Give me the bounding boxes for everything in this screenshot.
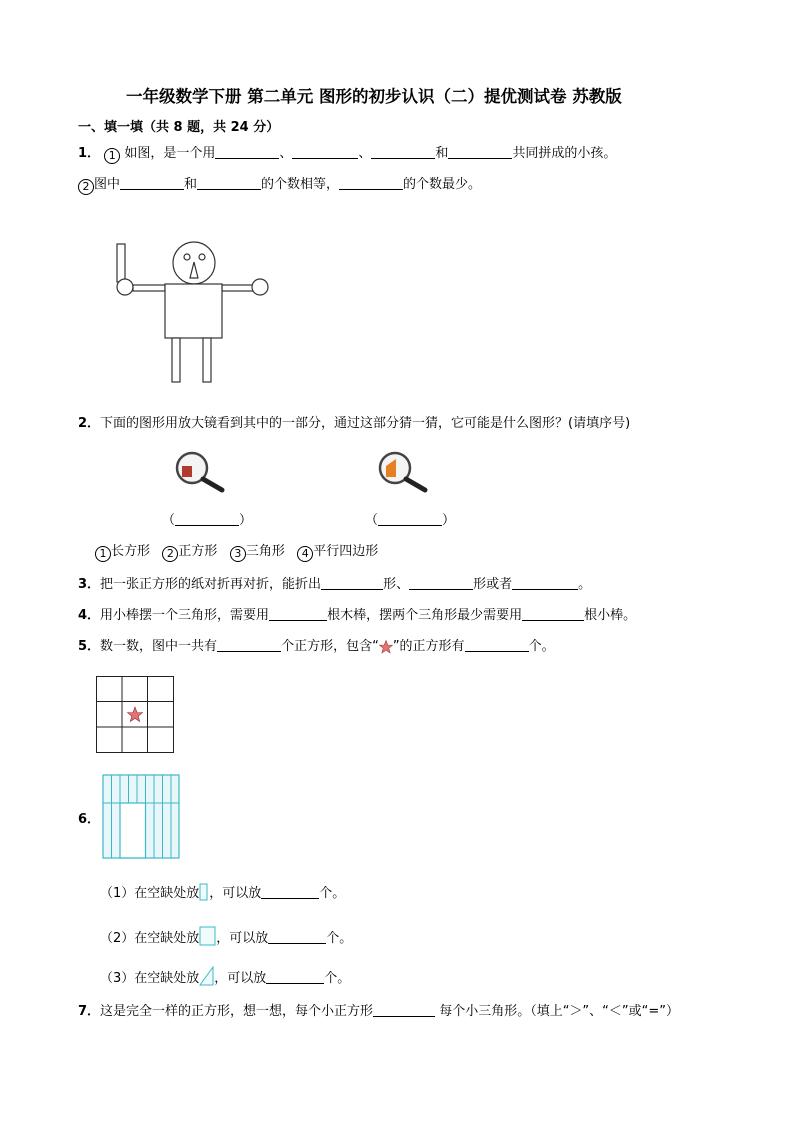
question-text: ”的正方形有: [392, 639, 465, 654]
question-number: 6．: [78, 812, 101, 827]
question-text: （2）在空缺处放: [100, 931, 200, 946]
question-text: 。: [578, 577, 592, 592]
answer-blank[interactable]: [522, 608, 584, 621]
question-text: 用小棒摆一个三角形，需要用: [100, 608, 270, 623]
answer-blank[interactable]: [215, 146, 279, 159]
left-eye-circle: [184, 254, 190, 260]
question-number: 4．: [78, 608, 101, 623]
answer-blank[interactable]: [339, 177, 403, 190]
circled-number: 3: [230, 546, 246, 562]
question-1-line-2: [78, 177, 481, 195]
option-label: 平行四边形: [313, 544, 379, 559]
question-text: 个。: [319, 886, 346, 901]
question-text: 共同拼成的小孩。: [512, 146, 617, 161]
question-3: [78, 577, 591, 593]
body-rectangle: [165, 284, 222, 338]
left-leg-rectangle: [172, 338, 180, 382]
conjunction: 和: [184, 177, 198, 192]
question-6-item-1: [100, 883, 345, 902]
star-icon: [379, 640, 393, 654]
question-text: ，可以放: [214, 971, 267, 986]
right-hand-circle: [252, 279, 268, 295]
paren-close: ）: [239, 513, 253, 528]
answer-blank[interactable]: [269, 608, 327, 621]
option-label: 长方形: [111, 544, 151, 559]
magnifier-right-icon: [377, 450, 431, 494]
answer-blank[interactable]: [120, 177, 184, 190]
separator: 、: [358, 146, 372, 161]
square-grid-figure: [96, 676, 176, 756]
answer-blank[interactable]: [465, 639, 529, 652]
triangle-piece-icon: [199, 966, 214, 986]
magnifier-left-icon: [174, 450, 228, 494]
raised-hand-rectangle: [117, 244, 125, 282]
question-text: 个。: [528, 639, 555, 654]
question-text: 个。: [326, 931, 353, 946]
left-hand-circle: [117, 279, 133, 295]
empty-gap-area: [120, 803, 146, 858]
question-6-item-2: [100, 926, 352, 947]
circled-number: 4: [297, 546, 313, 562]
question-text: 把一张正方形的纸对折再对折，能折出: [100, 577, 322, 592]
question-text: 数一数，图中一共有: [100, 639, 218, 654]
circled-number: 1: [104, 148, 120, 164]
question-text: 每个小三角形。（填上“＞”、“＜”或“=”）: [435, 1004, 679, 1019]
question-6-number: [78, 812, 100, 828]
question-text: 个正方形，包含“: [281, 639, 379, 654]
separator: 、: [279, 146, 293, 161]
wide-rectangle-icon: [199, 926, 216, 946]
question-number: 7．: [78, 1004, 101, 1019]
answer-blank[interactable]: [409, 577, 473, 590]
option-label: 正方形: [178, 544, 218, 559]
circled-number: 2: [78, 179, 94, 195]
child-shapes-figure: [110, 238, 275, 388]
question-text: 个。: [324, 971, 351, 986]
strip-grid-figure: [102, 774, 182, 860]
right-arm-rectangle: [222, 285, 254, 291]
paren-close: ）: [442, 513, 456, 528]
question-text: 形、: [383, 577, 410, 592]
circled-number: 1: [95, 546, 111, 562]
question-text: 下面的图形用放大镜看到其中的一部分，通过这部分猜一猜，它可能是什么图形？(请填序号): [100, 416, 631, 431]
circled-number: 2: [162, 546, 178, 562]
question-text: （1）在空缺处放: [100, 886, 200, 901]
question-1-line-1: [78, 146, 616, 164]
question-text: 的个数相等，: [261, 177, 340, 192]
section-heading: 一、填一填（共 8 题，共 24 分）: [78, 120, 280, 135]
option-label: 三角形: [245, 544, 285, 559]
question-2: [78, 416, 630, 432]
paren-open: （: [162, 513, 176, 528]
shape-options: [95, 544, 378, 562]
question-text: ，可以放: [209, 886, 262, 901]
question-text: 如图，是一个用: [124, 146, 216, 161]
answer-blank[interactable]: [175, 513, 239, 526]
answer-blank[interactable]: [512, 577, 578, 590]
right-leg-rectangle: [203, 338, 211, 382]
question-text: 根小棒。: [584, 608, 637, 623]
answer-blank[interactable]: [371, 146, 435, 159]
answer-parentheses-left: [162, 513, 252, 529]
right-eye-circle: [199, 254, 205, 260]
page-title: 一年级数学下册 第二单元 图形的初步认识（二）提优测试卷 苏教版: [126, 87, 622, 106]
answer-blank[interactable]: [448, 146, 512, 159]
paren-open: （: [365, 513, 379, 528]
thin-strip-icon: [199, 883, 209, 901]
answer-blank[interactable]: [292, 146, 358, 159]
question-4: [78, 608, 636, 624]
question-number: 3．: [78, 577, 101, 592]
question-6-item-3: [100, 966, 350, 987]
answer-blank[interactable]: [266, 971, 324, 984]
question-text: 图中: [94, 177, 121, 192]
answer-blank[interactable]: [261, 886, 319, 899]
answer-blank[interactable]: [197, 177, 261, 190]
question-text: 根木棒，摆两个三角形最少需要用: [327, 608, 523, 623]
answer-blank[interactable]: [373, 1004, 435, 1017]
answer-blank[interactable]: [268, 931, 326, 944]
answer-blank[interactable]: [321, 577, 383, 590]
left-arm-rectangle: [133, 285, 165, 291]
question-text: 形或者: [473, 577, 513, 592]
question-number: 1．: [78, 146, 101, 161]
question-7: [78, 1004, 679, 1020]
question-5: [78, 639, 555, 655]
question-text: （3）在空缺处放: [100, 971, 200, 986]
question-text: ，可以放: [216, 931, 269, 946]
answer-blank[interactable]: [378, 513, 442, 526]
answer-parentheses-right: [365, 513, 455, 529]
question-number: 5．: [78, 639, 101, 654]
answer-blank[interactable]: [217, 639, 281, 652]
conjunction: 和: [435, 146, 449, 161]
star-icon: [128, 707, 143, 722]
question-text: 这是完全一样的正方形，想一想，每个小正方形: [100, 1004, 374, 1019]
question-number: 2．: [78, 416, 101, 431]
question-text: 的个数最少。: [403, 177, 482, 192]
